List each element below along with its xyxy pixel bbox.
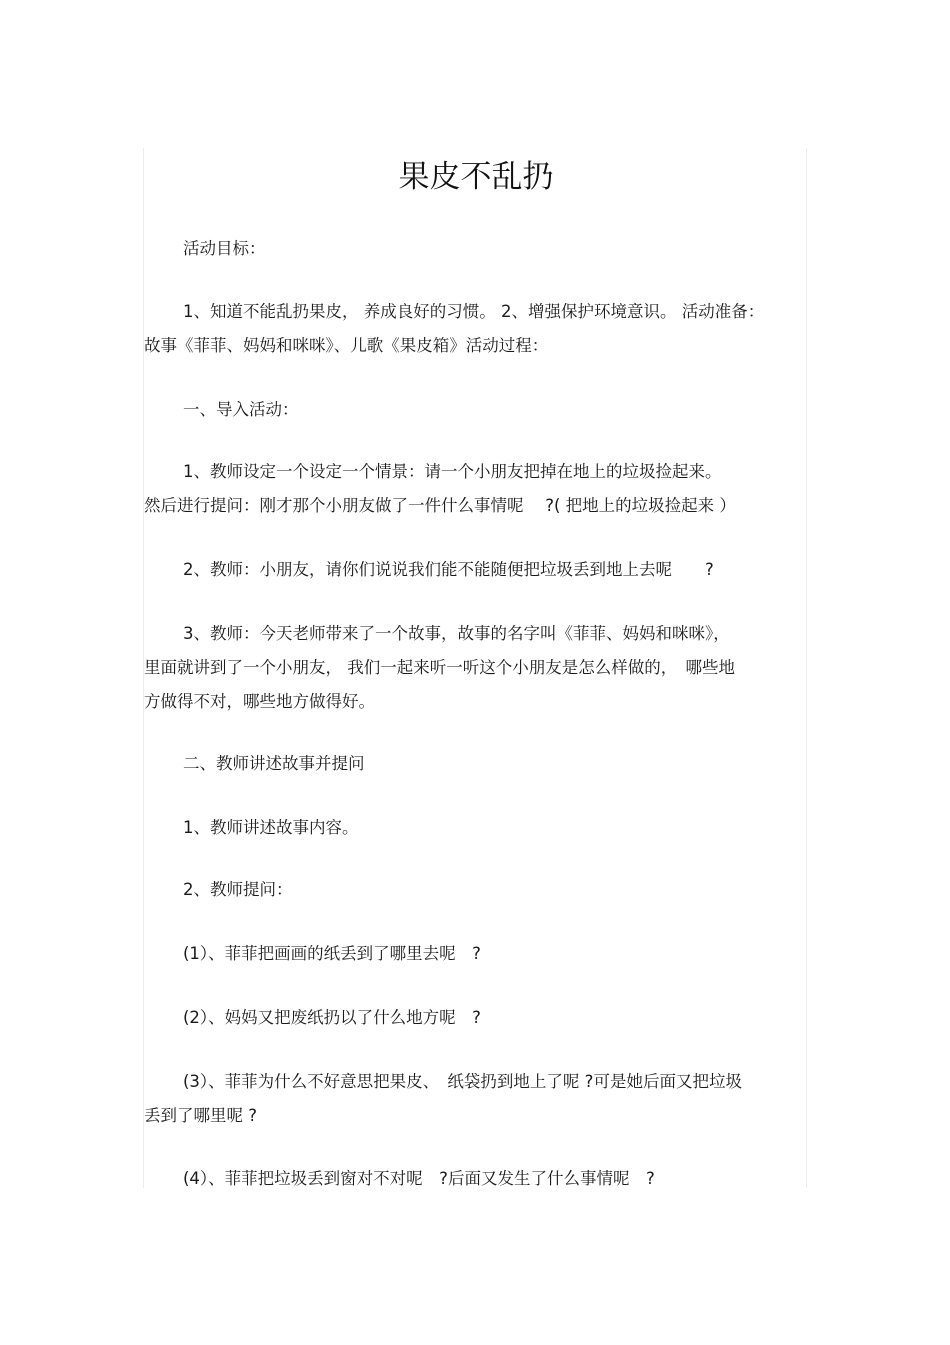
text-line: 里面就讲到了一个小朋友， 我们一起来听一听这个小朋友是怎么样做的， 哪些地 xyxy=(144,658,735,677)
text-line: 1、知道不能乱扔果皮， 养成良好的习惯。 2、增强保护环境意识。 活动准备： xyxy=(183,302,765,321)
document-title: 果皮不乱扔 xyxy=(398,159,554,195)
text-line: 1、教师讲述故事内容。 xyxy=(183,818,359,837)
paragraph-story xyxy=(144,811,808,845)
text-line: 3、教师：今天老师带来了一个故事，故事的名字叫《菲菲、妈妈和咪咪》， xyxy=(183,624,730,643)
paragraph-question-4 xyxy=(144,1162,808,1196)
text-line: 活动目标： xyxy=(183,239,266,258)
text-line: 2、教师提问： xyxy=(183,880,293,899)
paragraph-section-one xyxy=(144,393,808,427)
document-page xyxy=(143,148,807,1188)
paragraph-goals-heading xyxy=(144,232,808,266)
paragraph-step-1 xyxy=(144,455,808,523)
text-line: (2）、妈妈又把废纸扔以了什么地方呢 ? xyxy=(183,1008,481,1027)
text-line: 然后进行提问：刚才那个小朋友做了一件什么事情呢 ?( 把地上的垃圾捡起来 ） xyxy=(144,496,736,515)
text-line: 二、教师讲述故事并提问 xyxy=(183,754,365,773)
paragraph-step-3 xyxy=(144,617,808,719)
paragraph-question-3 xyxy=(144,1065,808,1133)
paragraph-question-1 xyxy=(144,937,808,971)
text-line: (4）、菲菲把垃圾丢到窗对不对呢 ?后面又发生了什么事情呢 ? xyxy=(183,1169,655,1188)
paragraph-questions xyxy=(144,873,808,907)
paragraph-goals xyxy=(144,295,808,363)
text-line: (1）、菲菲把画画的纸丢到了哪里去呢 ? xyxy=(183,944,481,963)
paragraph-question-2 xyxy=(144,1001,808,1035)
text-line: 故事《菲菲、妈妈和咪咪》、儿歌《果皮箱》活动过程： xyxy=(144,336,549,355)
text-line: 方做得不对，哪些地方做得好。 xyxy=(144,692,375,711)
text-line: (3）、菲菲为什么不好意思把果皮、 纸袋扔到地上了呢 ?可是她后面又把垃圾 xyxy=(183,1072,742,1091)
text-line: 一、导入活动： xyxy=(183,400,299,419)
text-line: 1、教师设定一个设定一个情景：请一个小朋友把掉在地上的垃圾捡起来。 xyxy=(183,462,722,481)
text-line: 2、教师：小朋友，请你们说说我们能不能随便把垃圾丢到地上去呢 ? xyxy=(183,560,714,579)
paragraph-step-2 xyxy=(144,553,808,587)
paragraph-section-two xyxy=(144,747,808,781)
text-line: 丢到了哪里呢 ? xyxy=(144,1106,258,1125)
